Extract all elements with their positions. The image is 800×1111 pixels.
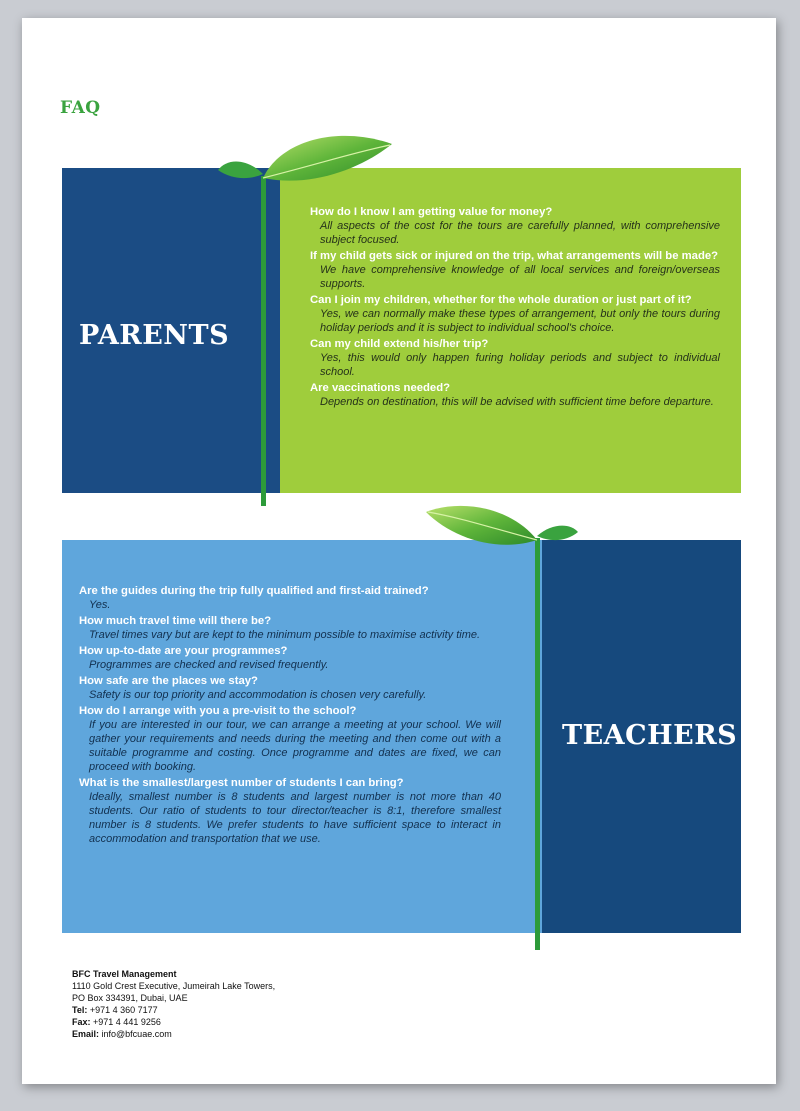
faq-item [79, 704, 501, 774]
teachers-faq-list [79, 582, 501, 846]
faq-answer: Yes. [89, 599, 111, 611]
faq-item [79, 674, 501, 702]
parents-heading: PARENTS [79, 320, 230, 351]
faq-title: FAQ [60, 98, 101, 118]
faq-question: What is the smallest/largest number of students I can bring? [79, 777, 404, 789]
faq-item [310, 337, 720, 379]
faq-question: Can my child extend his/her trip? [310, 338, 489, 350]
faq-item [79, 644, 501, 672]
faq-answer: If you are interested in our tour, we can arrange a meeting at your school. We will gather your requirements and needs during the meeting and then come out with a suitable programme and costing. Once programme and dates are fixed, we can proceed with booking. [89, 719, 501, 773]
faq-question: Are the guides during the trip fully qualified and first-aid trained? [79, 585, 429, 597]
email-label: Email: [72, 1029, 100, 1039]
faq-item [79, 584, 501, 612]
faq-question: Can I join my children, whether for the whole duration or just part of it? [310, 294, 692, 306]
faq-item [79, 776, 501, 846]
faq-answer: Programmes are checked and revised frequently. [89, 659, 329, 671]
faq-item [310, 381, 720, 409]
fax-label: Fax: [72, 1017, 91, 1027]
faq-item [310, 249, 720, 291]
faq-answer: Travel times vary but are kept to the minimum possible to maximise activity time. [89, 629, 481, 641]
tel-label: Tel: [72, 1005, 88, 1015]
faq-answer: Yes, this would only happen furing holiday periods and subject to individual school. [320, 352, 720, 378]
faq-answer: Safety is our top priority and accommodation is chosen very carefully. [89, 689, 427, 701]
company-name: BFC Travel Management [72, 969, 177, 979]
faq-item [310, 293, 720, 335]
fax-value: +971 4 441 9256 [93, 1017, 161, 1027]
faq-question: How safe are the places we stay? [79, 675, 258, 687]
faq-answer: We have comprehensive knowledge of all local services and foreign/overseas supports. [320, 264, 720, 290]
faq-answer: Depends on destination, this will be advised with sufficient time before departure. [320, 396, 714, 408]
address-line-2: PO Box 334391, Dubai, UAE [72, 993, 188, 1003]
page [22, 18, 776, 1084]
faq-answer: Yes, we can normally make these types of arrangement, but only the tours during holiday periods and it is subject to individual school's choice. [320, 308, 720, 334]
faq-question: How much travel time will there be? [79, 615, 272, 627]
tel-value: +971 4 360 7177 [89, 1005, 158, 1015]
faq-answer: Ideally, smallest number is 8 students and largest number is not more than 40 students. Our ratio of students to tour director/teacher is 8:1, therefore smallest number is 8 students. We prefer students to have sufficient space to interact in accommodation and transportation that we use. [89, 791, 501, 845]
email-line [72, 1028, 275, 1040]
teachers-heading: TEACHERS [562, 720, 738, 751]
faq-question: How do I know I am getting value for money? [310, 206, 553, 218]
faq-question: How do I arrange with you a pre-visit to the school? [79, 705, 357, 717]
faq-item [310, 205, 720, 247]
faq-answer: All aspects of the cost for the tours are carefully planned, with comprehensive subject focused. [320, 220, 720, 246]
fax-line [72, 1016, 275, 1028]
faq-item [79, 614, 501, 642]
address-line-1: 1110 Gold Crest Executive, Jumeirah Lake Towers, [72, 981, 276, 991]
parents-faq-list [310, 203, 720, 409]
email-link[interactable]: info@bfcuae.com [101, 1029, 172, 1039]
faq-question: Are vaccinations needed? [310, 382, 451, 394]
tel-line [72, 1004, 275, 1016]
contact-footer [72, 968, 275, 1040]
faq-question: How up-to-date are your programmes? [79, 645, 288, 657]
faq-question: If my child gets sick or injured on the trip, what arrangements will be made? [310, 250, 719, 262]
